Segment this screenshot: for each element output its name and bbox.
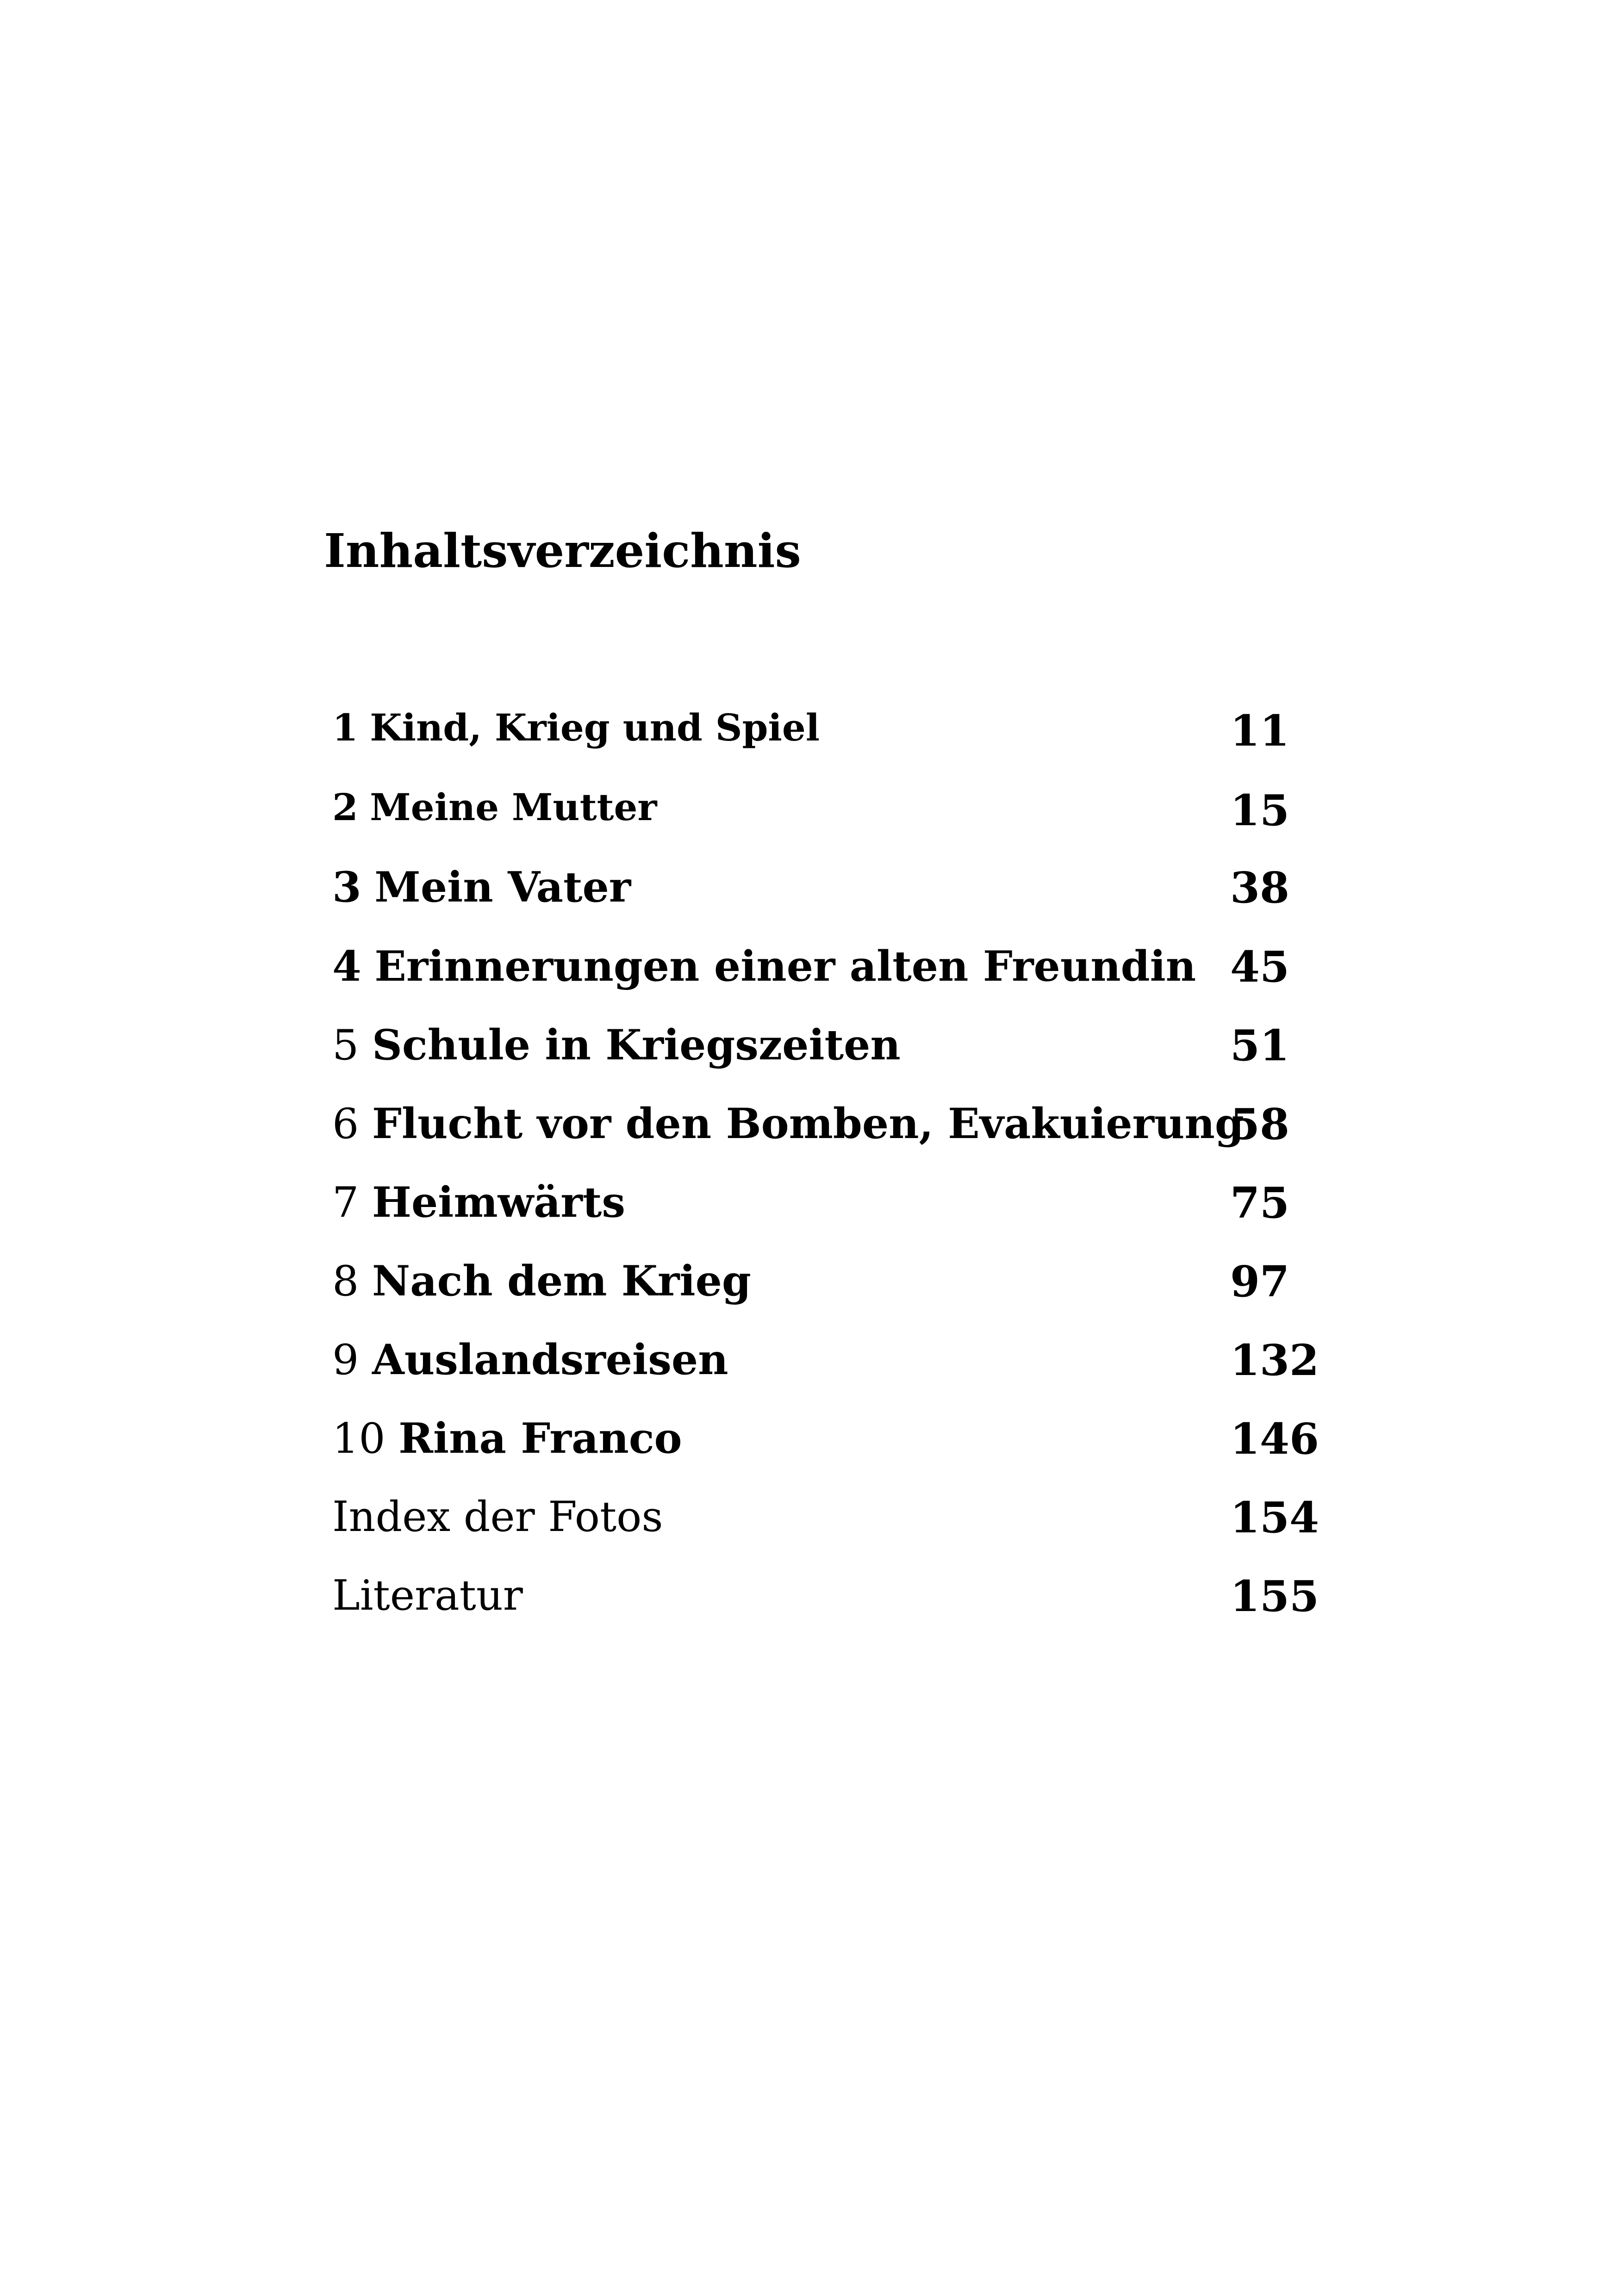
toc-entry-page: 51 [1230,1020,1290,1070]
toc-entry [332,706,1350,756]
toc-entry [332,863,1350,912]
toc-entry-number: 10 [332,1414,386,1463]
toc-entry [332,1257,1350,1306]
toc-entry-page: 15 [1230,785,1290,835]
toc-entry-number: 5 [332,1021,359,1070]
page-title: Inhaltsverzeichnis [324,523,801,578]
toc-entry-label: Kind, Krieg und Spiel [370,706,820,749]
toc-entry-label: Index der Fotos [332,1493,663,1541]
toc-entry-label: Meine Mutter [370,785,657,829]
toc-entry-page: 45 [1230,942,1290,992]
toc-entry [332,1493,1350,1541]
toc-entry [332,1414,1350,1463]
toc-entry [332,1020,1350,1070]
toc-entry [332,1335,1350,1384]
toc-entry [332,785,1350,835]
toc-entry-label: Mein Vater [374,863,631,912]
toc-entry-label: Auslandsreisen [372,1335,728,1384]
toc-entry-page: 11 [1230,706,1290,756]
toc-entry-page: 154 [1230,1493,1319,1543]
toc-entry-number: 4 [332,942,361,991]
toc-entry-label: Literatur [332,1571,523,1620]
toc-entry-number: 2 [332,785,358,829]
toc-entry [332,1571,1350,1620]
toc-entry-page: 75 [1230,1178,1290,1228]
toc-entry-number: 9 [332,1336,359,1384]
toc-entry-number: 1 [332,706,358,749]
toc-entry-number: 3 [332,863,361,912]
toc-entry-page: 146 [1230,1414,1319,1464]
toc-entry-label: Nach dem Krieg [372,1257,751,1306]
toc-entry-number: 8 [332,1257,359,1306]
toc-entry [332,1099,1350,1148]
toc-entry-page: 132 [1230,1335,1319,1385]
toc-entry-label: Flucht vor den Bomben, Evakuierung [372,1099,1244,1148]
toc-entry [332,942,1350,991]
toc-entry-page: 58 [1230,1099,1290,1149]
toc-entry-page: 97 [1230,1257,1290,1307]
toc-entry-label: Schule in Kriegszeiten [372,1020,901,1070]
toc-entry-page: 155 [1230,1571,1319,1621]
toc-entry [332,1178,1350,1227]
toc-entry-number: 6 [332,1100,359,1148]
toc-entry-label: Rina Franco [398,1414,682,1463]
toc-entry-label: Heimwärts [372,1178,626,1227]
toc-entry-label: Erinnerungen einer alten Freundin [374,942,1196,991]
toc-entry-page: 38 [1230,863,1290,913]
toc-entry-number: 7 [332,1178,359,1227]
toc-list [332,0,1350,1666]
